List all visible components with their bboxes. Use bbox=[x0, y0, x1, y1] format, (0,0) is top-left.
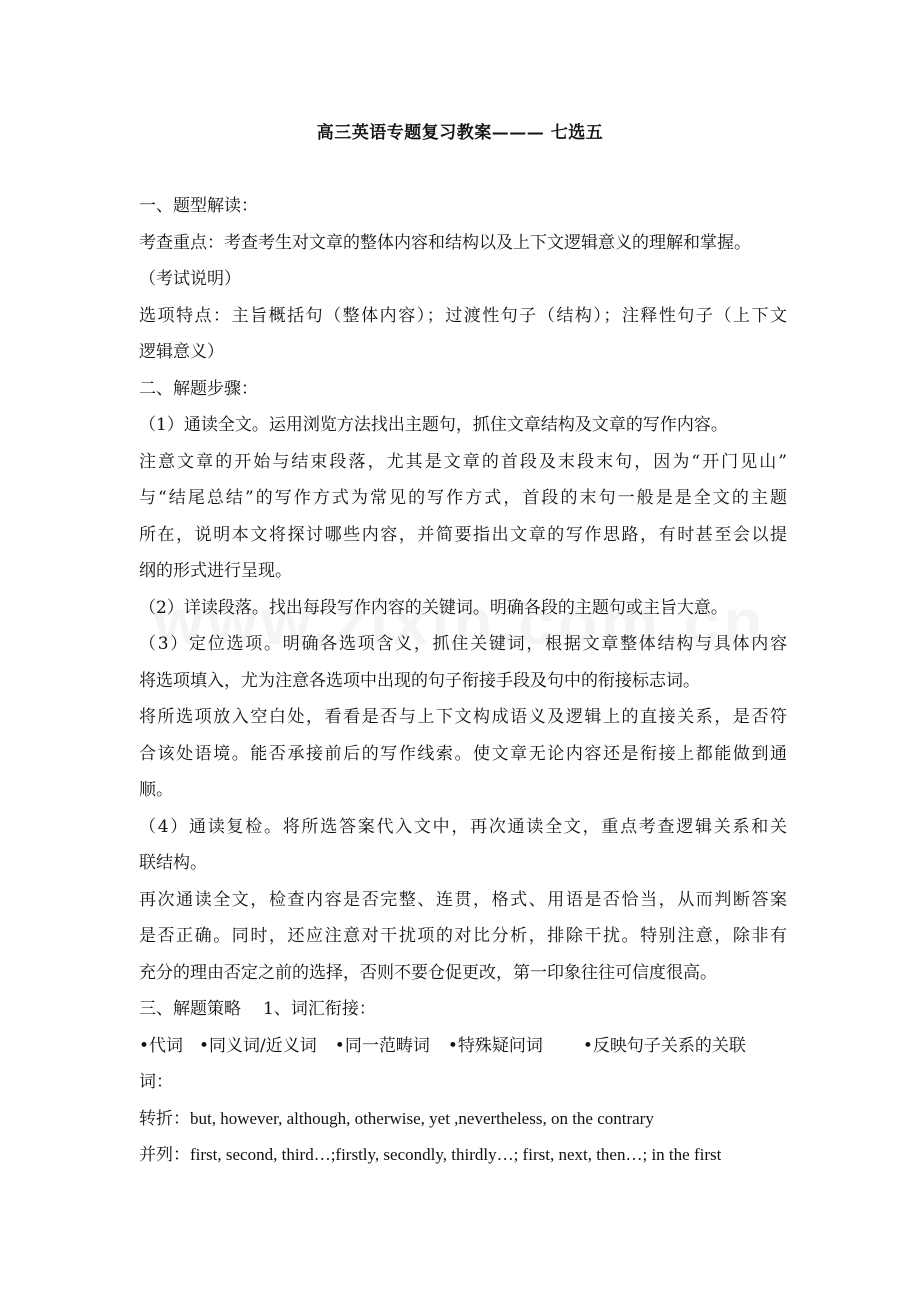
step-3-line: 将所选项放入空白处，看看是否与上下文构成语义及逻辑上的直接关系，是否符 bbox=[139, 707, 787, 727]
step-3-line: 将选项填入，尤为注意各选项中出现的句子衔接手段及句中的衔接标志词。 bbox=[139, 670, 700, 691]
bullet-item: •同一范畴词 bbox=[334, 1035, 430, 1056]
step-2-line: （2）详读段落。找出每段写作内容的关键词。明确各段的主题句或主旨大意。 bbox=[139, 597, 728, 618]
step-4-line: 是否正确。同时，还应注意对干扰项的对比分析，排除干扰。特别注意，除非有 bbox=[139, 926, 787, 946]
parallel-words: first, second, third…;firstly, secondly, thirdly…; first, next, then…; in the first bbox=[190, 1145, 722, 1164]
step-4-line: 充分的理由否定之前的选择，否则不要仓促更改，第一印象往往可信度很高。 bbox=[139, 962, 717, 983]
bullet-item: •特殊疑问词 bbox=[447, 1035, 543, 1056]
section-3-title: 三、解题策略 bbox=[139, 999, 241, 1019]
step-1-line: （1）通读全文。运用浏览方法找出主题句，抓住文章结构及文章的写作内容。 bbox=[139, 415, 728, 435]
parallel-label: 并列： bbox=[139, 1145, 190, 1165]
step-3-line: 顺。 bbox=[139, 780, 173, 800]
contrast-words: but, however, although, otherwise, yet ,nevertheless, on the contrary bbox=[190, 1108, 654, 1128]
step-1-line: 纲的形式进行呈现。 bbox=[139, 561, 292, 581]
document-title: 高三英语专题复习教案——— 七选五 bbox=[316, 123, 604, 143]
paragraph-line: 考查重点：考查考生对文章的整体内容和结构以及上下文逻辑意义的理解和掌握。 bbox=[139, 232, 751, 253]
step-4-line: 联结构。 bbox=[139, 853, 207, 873]
paragraph-line: （考试说明） bbox=[139, 269, 241, 289]
bullet-item: •反映句子关系的关联 bbox=[582, 1035, 746, 1056]
step-3-line: （3）定位选项。明确各选项含义，抓住关键词，根据文章整体结构与具体内容 bbox=[139, 634, 787, 654]
step-1-line: 注意文章的开始与结束段落，尤其是文章的首段及末段末句，因为“开门见山” bbox=[139, 451, 787, 472]
section-heading-2: 二、解题步骤： bbox=[139, 378, 258, 399]
section-heading-3 bbox=[139, 991, 787, 1028]
step-4-line: 再次通读全文，检查内容是否完整、连贯，格式、用语是否恰当，从而判断答案 bbox=[139, 889, 787, 910]
step-1-line: 与“结尾总结”的写作方式为常见的写作方式，首段的末句一般是是全文的主题 bbox=[139, 488, 787, 508]
step-3-line: 合该处语境。能否承接前后的写作线索。使文章无论内容还是衔接上都能做到通 bbox=[139, 743, 787, 764]
paragraph-line: 逻辑意义） bbox=[139, 342, 224, 362]
step-1-line: 所在，说明本文将探讨哪些内容，并简要指出文章的写作思路，有时甚至会以提 bbox=[139, 524, 787, 545]
section-heading-1: 一、题型解读： bbox=[139, 196, 258, 216]
paragraph-line: 选项特点：主旨概括句（整体内容）；过渡性句子（结构）；注释性句子（上下文 bbox=[139, 305, 787, 326]
contrast-connectors bbox=[139, 1101, 787, 1138]
section-3-subtitle: 1、词汇衔接： bbox=[263, 999, 376, 1019]
bullet-item: •代词 bbox=[139, 1035, 184, 1056]
step-4-line: （4）通读复检。将所选答案代入文中，再次通读全文，重点考查逻辑关系和关 bbox=[139, 816, 787, 837]
bullet-item: •同义词/近义词 bbox=[199, 1035, 317, 1056]
bullet-row bbox=[139, 1028, 787, 1065]
contrast-label: 转折： bbox=[139, 1108, 190, 1129]
parallel-connectors bbox=[139, 1137, 787, 1174]
bullet-row-continued: 词： bbox=[139, 1072, 173, 1092]
document-body bbox=[139, 188, 787, 1174]
